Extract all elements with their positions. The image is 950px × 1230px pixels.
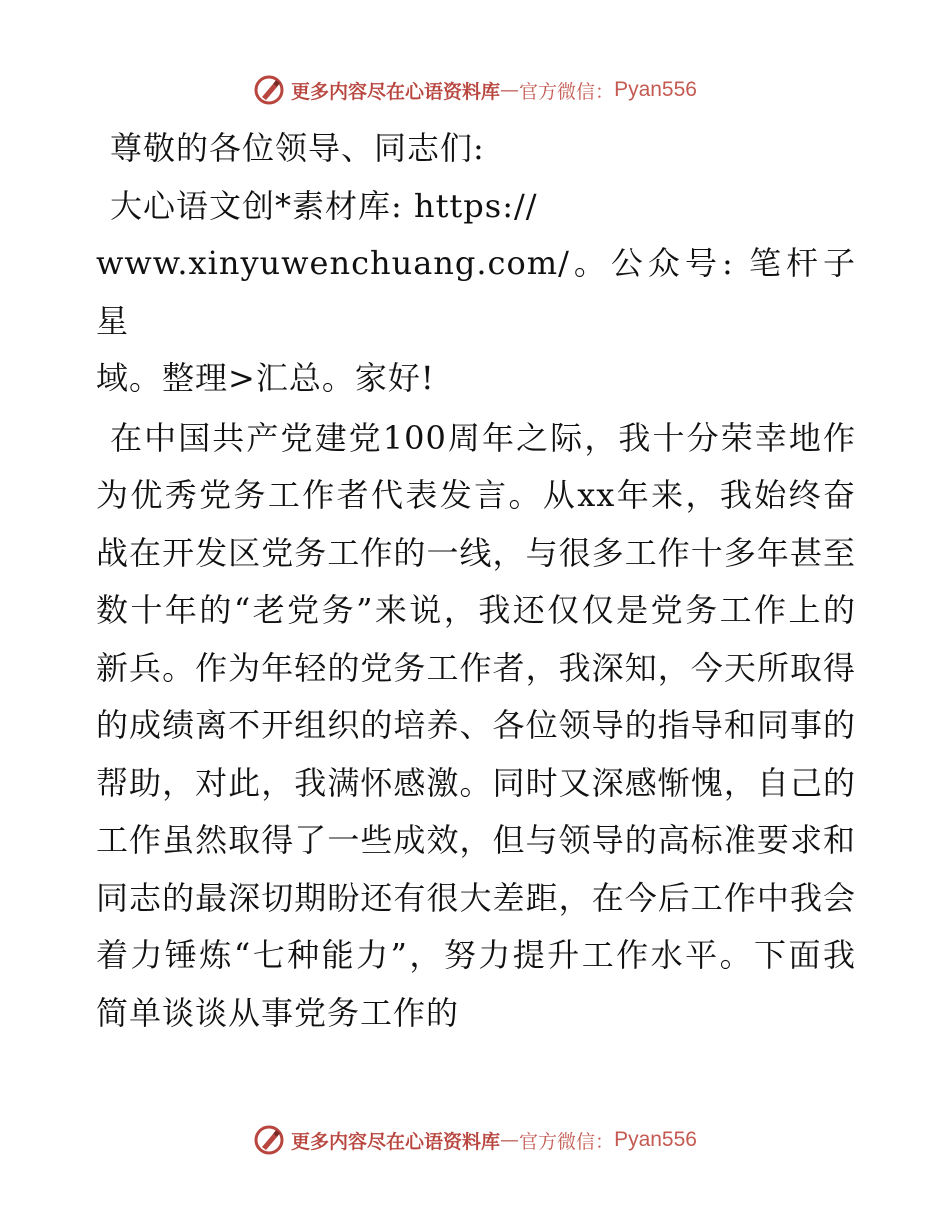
banner-text: 更多内容尽在心语资料库 — [291, 80, 501, 103]
paragraph-2: 在中国共产党建党100周年之际，我十分荣幸地作为优秀党务工作者代表发言。从xx年来，我始终奋战在开发区党务工作的一线，与很多工作十多年甚至数十年的“老党务”来说，我还仅仅是党务工作上的新兵。作为年轻的党务工作者，我深知，今天所取得的成绩离不开组织的培养、各位领导的指导和同事的帮助，对此，我满怀感激。同时又深感惭愧，自己的工作虽然取得了一些成效，但与领导的高标准要求和同志的最深切期盼还有很大差距，在今后工作中我会着力锤炼“七种能力”，努力提升工作水平。下面我简单谈谈从事党务工作的 — [96, 418, 856, 1032]
paragraph-1-line-1: 大心语文创*素材库: https:// — [110, 186, 538, 225]
banner-wechat-label: 官方微信： — [519, 1130, 615, 1153]
banner-wechat-id: Pyan556 — [614, 78, 697, 101]
banner-text: 更多内容尽在心语资料库 — [291, 1130, 501, 1153]
document-body — [96, 120, 856, 1042]
header-banner — [0, 70, 950, 110]
paragraph-1-line-3: 域。整理>汇总。家好! — [96, 359, 435, 397]
paragraph-1 — [96, 178, 856, 408]
banner-separator: — — [500, 1129, 520, 1151]
pen-logo-icon — [253, 1124, 285, 1156]
paragraph-1-line-2: www.xinyuwenchuang.com/。公众号: 笔杆子星 — [96, 244, 856, 340]
banner-separator: — — [500, 79, 520, 101]
pen-logo-icon — [253, 74, 285, 106]
footer-banner — [0, 1120, 950, 1160]
banner-wechat-id: Pyan556 — [614, 1128, 697, 1151]
greeting: 尊敬的各位领导、同志们: — [110, 129, 485, 167]
banner-wechat-label: 官方微信： — [519, 80, 615, 103]
